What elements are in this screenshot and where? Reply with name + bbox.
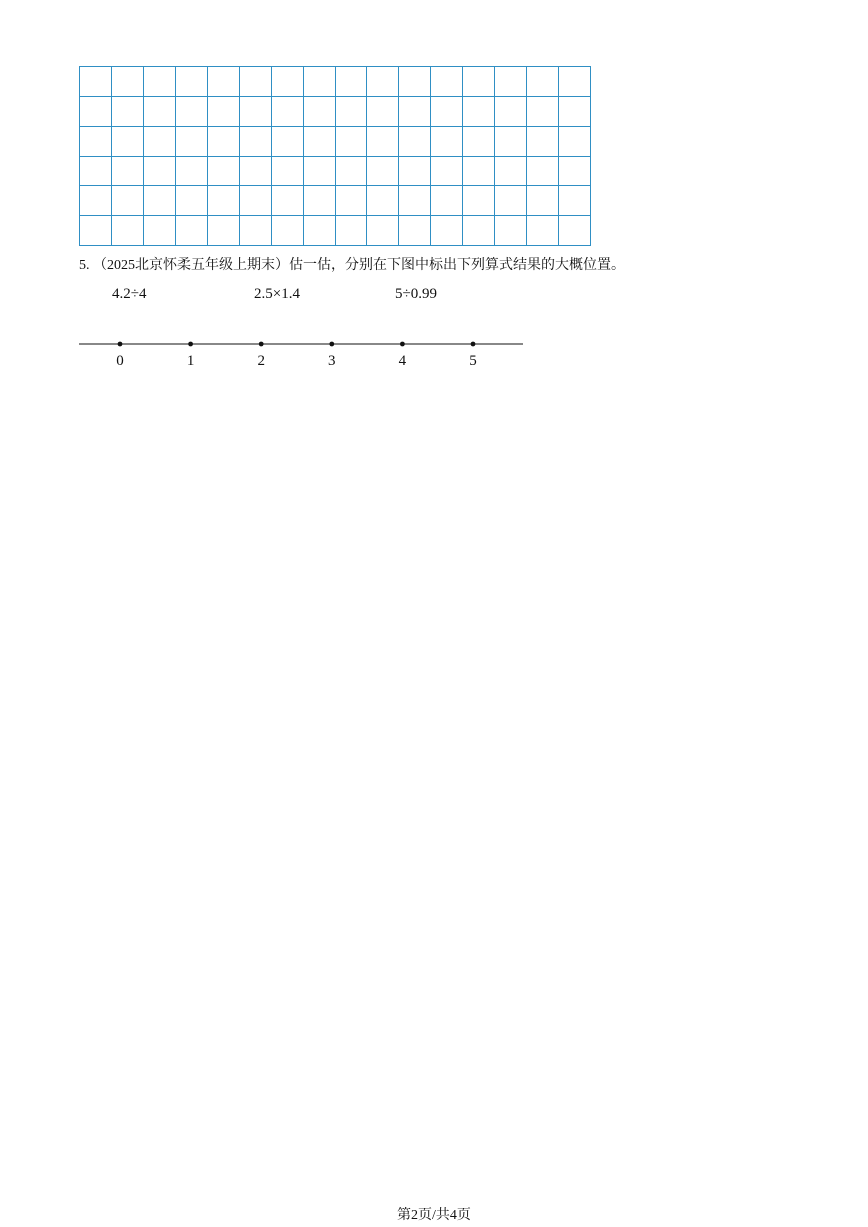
grid-cell: [144, 97, 176, 127]
grid-cell: [495, 67, 527, 97]
grid-cell: [367, 67, 399, 97]
grid-cell: [240, 127, 272, 157]
grid-cell: [176, 127, 208, 157]
grid-cell: [272, 97, 304, 127]
tick-dot-1: [188, 342, 193, 347]
grid-cell: [431, 67, 463, 97]
grid-cell: [336, 186, 368, 216]
grid-cell: [495, 216, 527, 246]
tick-dot-0: [118, 342, 123, 347]
grid-cell: [399, 127, 431, 157]
grid-cell: [463, 67, 495, 97]
grid-cell: [208, 186, 240, 216]
grid-cell: [431, 157, 463, 187]
grid-cell: [527, 127, 559, 157]
grid-cell: [304, 186, 336, 216]
grid-cell: [367, 216, 399, 246]
grid-cell: [240, 216, 272, 246]
grid-cell: [367, 186, 399, 216]
grid-cell: [112, 97, 144, 127]
grid-cell: [176, 157, 208, 187]
grid-cell: [144, 67, 176, 97]
grid-cell: [527, 67, 559, 97]
grid-cell: [144, 127, 176, 157]
grid-cell: [336, 157, 368, 187]
question-5: [79, 257, 625, 275]
tick-label-1: 1: [186, 353, 195, 369]
grid-cell: [272, 127, 304, 157]
grid-cell: [112, 216, 144, 246]
grid-cell: [272, 216, 304, 246]
tick-label-5: 5: [469, 353, 477, 369]
tick-dot-2: [259, 342, 264, 347]
grid-cell: [559, 67, 591, 97]
grid-cell: [527, 186, 559, 216]
grid-cell: [463, 97, 495, 127]
grid-cell: [272, 157, 304, 187]
grid-cell: [463, 186, 495, 216]
grid-cell: [80, 216, 112, 246]
grid-cell: [367, 97, 399, 127]
grid-cell: [272, 67, 304, 97]
grid-cell: [176, 186, 208, 216]
number-line: [0, 330, 868, 380]
grid-cell: [431, 127, 463, 157]
grid-cell: [240, 157, 272, 187]
grid-cell: [495, 127, 527, 157]
tick-dot-4: [400, 342, 405, 347]
tick-label-0: 0: [116, 353, 124, 369]
grid-cell: [272, 186, 304, 216]
expression-3: 5÷0.99: [395, 286, 437, 302]
grid-cell: [144, 157, 176, 187]
grid-cell: [112, 127, 144, 157]
expression-1: 4.2÷4: [112, 286, 147, 302]
grid-cell: [208, 67, 240, 97]
grid-cell: [527, 157, 559, 187]
grid-paper: [79, 66, 591, 246]
grid-cell: [240, 67, 272, 97]
grid-cell: [336, 67, 368, 97]
grid-cell: [304, 157, 336, 187]
question-text: 估一估，分别在下图中标出下列算式结果的大概位置。: [289, 258, 625, 273]
grid-cell: [304, 216, 336, 246]
grid-cell: [367, 157, 399, 187]
grid-cell: [527, 216, 559, 246]
grid-cell: [495, 186, 527, 216]
grid-cell: [495, 97, 527, 127]
grid-cell: [112, 67, 144, 97]
grid-cell: [463, 127, 495, 157]
page-footer: 第2页/共4页: [397, 1208, 471, 1223]
expression-2: 2.5×1.4: [254, 286, 300, 302]
question-number: 5.: [79, 258, 90, 273]
grid-cell: [240, 186, 272, 216]
grid-cell: [431, 97, 463, 127]
grid-cell: [240, 97, 272, 127]
grid-cell: [304, 97, 336, 127]
grid-cell: [431, 216, 463, 246]
grid-cell: [144, 186, 176, 216]
grid-cell: [176, 67, 208, 97]
tick-dot-5: [471, 342, 476, 347]
grid-cell: [208, 97, 240, 127]
grid-cell: [336, 216, 368, 246]
grid-cell: [463, 216, 495, 246]
grid-cell: [176, 97, 208, 127]
grid-cell: [431, 186, 463, 216]
grid-cell: [80, 97, 112, 127]
grid-cell: [559, 186, 591, 216]
grid-cell: [559, 216, 591, 246]
grid-cell: [399, 157, 431, 187]
grid-cell: [208, 157, 240, 187]
grid-cell: [495, 157, 527, 187]
grid-cell: [559, 127, 591, 157]
grid-cell: [399, 216, 431, 246]
tick-label-3: 3: [328, 353, 336, 369]
grid-cell: [463, 157, 495, 187]
grid-cell: [176, 216, 208, 246]
grid-cell: [208, 127, 240, 157]
grid-cell: [80, 186, 112, 216]
grid-cell: [80, 157, 112, 187]
grid-cell: [336, 127, 368, 157]
grid-cell: [80, 127, 112, 157]
grid-cell: [144, 216, 176, 246]
tick-label-4: 4: [398, 353, 407, 369]
grid-cell: [399, 97, 431, 127]
question-source: （2025北京怀柔五年级上期末）: [93, 258, 289, 273]
grid-cell: [208, 216, 240, 246]
grid-cell: [399, 67, 431, 97]
grid-cell: [112, 157, 144, 187]
tick-label-2: 2: [257, 353, 265, 369]
grid-cell: [399, 186, 431, 216]
grid-cell: [367, 127, 399, 157]
grid-cell: [304, 67, 336, 97]
grid-cell: [559, 97, 591, 127]
grid-cell: [80, 67, 112, 97]
grid-cell: [112, 186, 144, 216]
grid-cell: [527, 97, 559, 127]
grid-cell: [336, 97, 368, 127]
grid-cell: [304, 127, 336, 157]
tick-dot-3: [329, 342, 334, 347]
grid-cell: [559, 157, 591, 187]
